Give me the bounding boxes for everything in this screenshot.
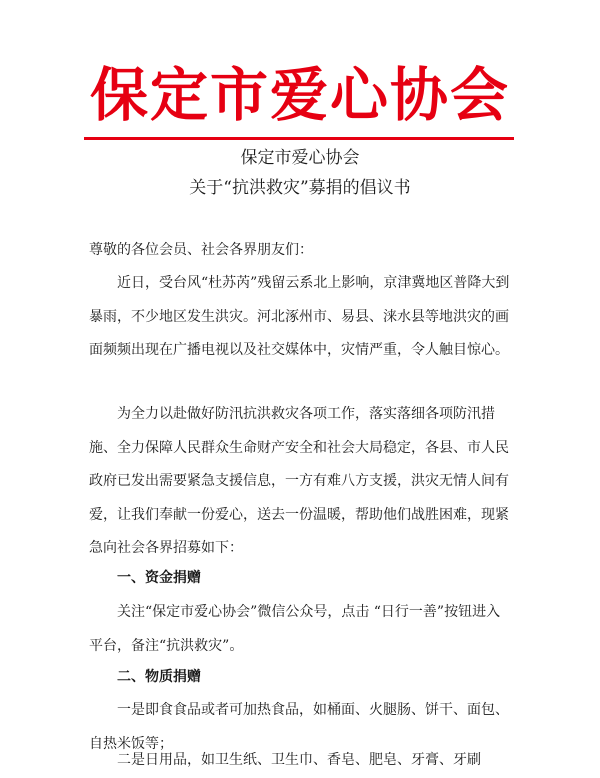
salutation: 尊敬的各位会员、社会各界朋友们： xyxy=(89,242,313,258)
red-divider-line xyxy=(84,137,514,140)
paragraph-fund-donation: 关注“保定市爱心协会”微信公众号，点击 “日行一善”按钮进入平台，备注“抗洪救灾”。 xyxy=(89,604,501,654)
masthead-title: 保定市爱心协会 xyxy=(89,61,510,129)
section-heading-fund-donation: 一、资金捐赠 xyxy=(117,570,201,586)
document-org-name: 保定市爱心协会 xyxy=(240,148,360,168)
paragraph-daily-items: 二是日用品，如卫生纸、卫生巾、香皂、肥皂、牙膏、牙刷 xyxy=(117,752,481,768)
paragraph-food-items: 一是即食食品或者可加热食品，如桶面、火腿肠、饼干、面包、自热米饭等； xyxy=(89,702,509,752)
section-heading-material-donation: 二、物质捐赠 xyxy=(117,669,201,685)
paragraph-2: 为全力以赴做好防汛抗洪救灾各项工作，落实落细各项防汛措施、全力保障人民群众生命财产安全和社会大局稳定，各县、市人民政府已发出需要紧急支援信息，一方有难八方支援，洪灾无情人间有爱，让我们奉献一份爱心，送去一份温暖，帮助他们战胜困难，现紧急向社会各界招募如下： xyxy=(89,406,509,557)
document-title: 关于“抗洪救灾”募捐的倡议书 xyxy=(189,178,411,198)
paragraph-1: 近日，受台风“杜苏芮”残留云系北上影响，京津冀地区普降大到暴雨，不少地区发生洪灾。河北涿州市、易县、涞水县等地洪灾的画面频频出现在广播电视以及社交媒体中，灾情严重，令人触目惊心。 xyxy=(89,275,510,359)
